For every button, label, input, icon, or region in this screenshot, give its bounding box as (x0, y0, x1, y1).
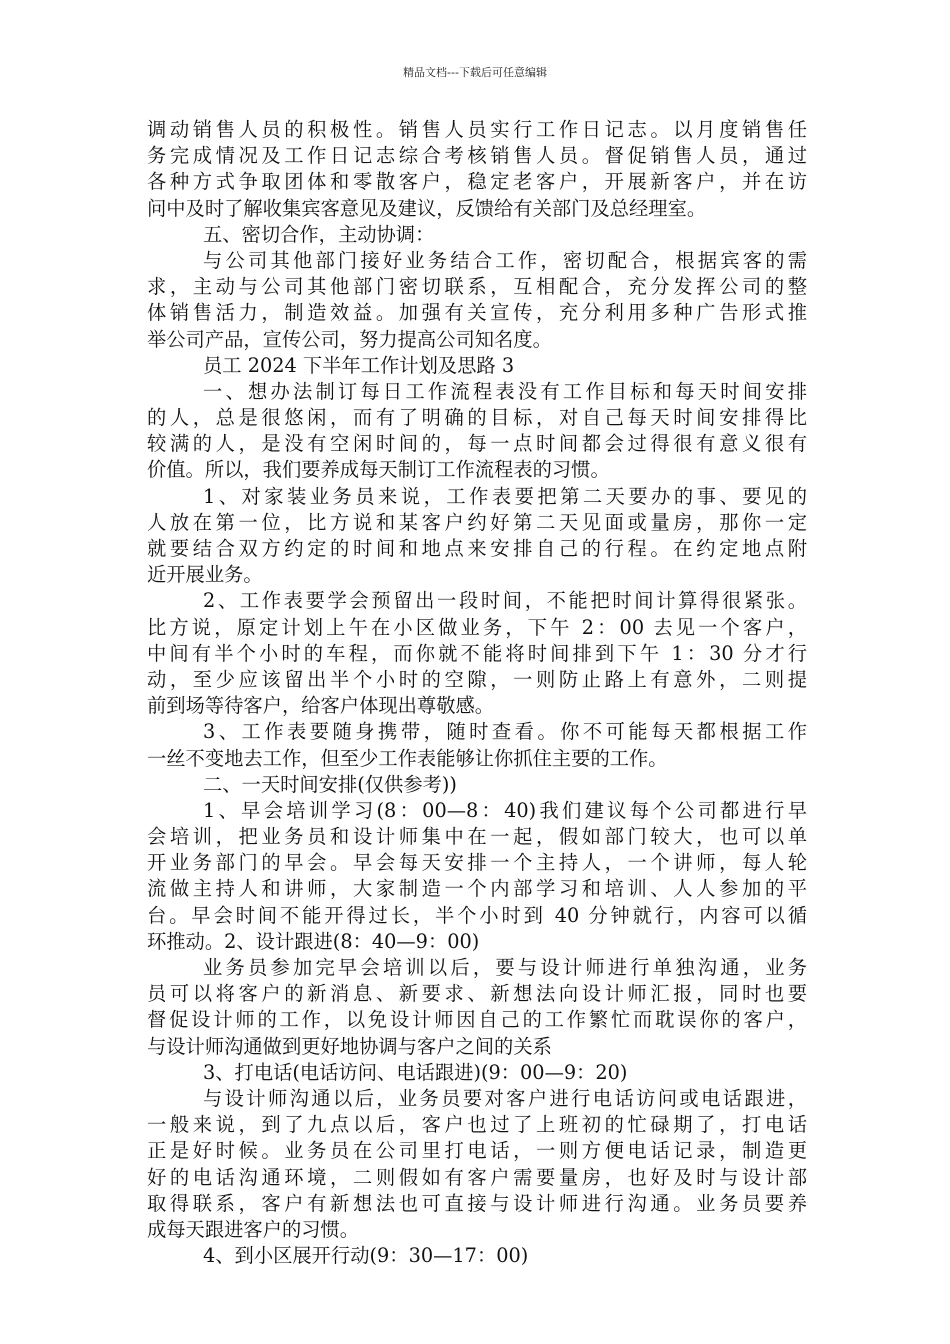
text-line: 环推动。2、设计跟进(8：40—9：00) (147, 929, 480, 953)
text-line: 中间有半个小时的车程，而你就不能将时间排到下午 1：30 分才行 (147, 641, 807, 665)
text-line: 人放在第一位，比方说和某客户约好第二天见面或量房，那你一定 (147, 510, 807, 534)
text-line: 较满的人，是没有空闲时间的，每一点时间都会过得很有意义很有 (147, 432, 807, 456)
text-line: 业务员参加完早会培训以后，要与设计师进行单独沟通，业务 (203, 956, 807, 979)
text-line: 价值。所以，我们要养成每天制订工作流程表的习惯。 (147, 458, 610, 482)
text-line: 比方说，原定计划上午在小区做业务，下午 2：00 去见一个客户， (147, 615, 807, 639)
text-line: 与公司其他部门接好业务结合工作，密切配合，根据宾客的需 (203, 248, 807, 272)
text-line: 求，主动与公司其他部门密切联系，互相配合，充分发挥公司的整 (147, 275, 807, 299)
text-line: 台。早会时间不能开得过长，半个小时到 40 分钟就行，内容可以循 (147, 903, 807, 927)
text-line: 二、一天时间安排(仅供参考)) (203, 772, 457, 796)
text-line: 一般来说，到了九点以后，客户也过了上班初的忙碌期了，打电话 (147, 1113, 807, 1137)
text-line: 与设计师沟通做到更好地协调与客户之间的关系 (147, 1034, 552, 1058)
text-line: 举公司产品，宣传公司，努力提高公司知名度。 (147, 327, 552, 351)
page-header: 精品文档---下载后可任意编辑 (403, 66, 547, 79)
text-line: 取得联系，客户有新想法也可直接与设计师进行沟通。业务员要养 (147, 1191, 807, 1215)
text-line: 动，至少应该留出半个小时的空隙，一则防止路上有意外，二则提 (147, 667, 807, 691)
text-line: 流做主持人和讲师，大家制造一个内部学习和培训、人人参加的平 (147, 877, 807, 901)
text-line: 与设计师沟通以后，业务员要对客户进行电话访问或电话跟进， (203, 1086, 807, 1110)
text-line: 2、工作表要学会预留出一段时间，不能把时间计算得很紧张。 (203, 589, 807, 613)
text-line: 3、工作表要随身携带，随时查看。你不可能每天都根据工作 (203, 720, 807, 744)
text-line: 五、密切合作，主动协调： (203, 222, 435, 246)
text-line: 体销售活力，制造效益。加强有关宣传，充分利用多种广告形式推 (147, 301, 807, 325)
text-line: 问中及时了解收集宾客意见及建议，反馈给有关部门及总经理室。 (147, 196, 707, 220)
text-line: 近开展业务。 (147, 563, 263, 587)
text-line: 员工 2024 下半年工作计划及思路 3 (203, 353, 515, 377)
text-line: 3、打电话(电话访问、电话跟进)(9：00—9：20) (203, 1060, 628, 1084)
text-line: 就要结合双方约定的时间和地点来安排自己的行程。在约定地点附 (147, 537, 807, 560)
text-line: 一、想办法制订每日工作流程表没有工作目标和每天时间安排 (203, 379, 807, 403)
text-line: 好的电话沟通环境，二则假如有客户需要量房，也好及时与设计部 (147, 1165, 807, 1189)
text-line: 调动销售人员的积极性。销售人员实行工作日记志。以月度销售任 (147, 118, 807, 141)
document-body (147, 117, 807, 1269)
text-line: 1、对家装业务员来说，工作表要把第二天要办的事、要见的 (203, 484, 807, 508)
text-line: 督促设计师的工作，以免设计师因自己的工作繁忙而耽误你的客户， (147, 1008, 807, 1032)
text-line: 务完成情况及工作日记志综合考核销售人员。督促销售人员，通过 (147, 144, 807, 168)
text-line: 成每天跟进客户的习惯。 (147, 1217, 360, 1241)
text-line: 1、早会培训学习(8：00—8：40)我们建议每个公司都进行早 (203, 798, 807, 822)
text-line: 正是好时候。业务员在公司里打电话，一则方便电话记录，制造更 (147, 1139, 807, 1163)
text-line: 会培训，把业务员和设计师集中在一起，假如部门较大，也可以单 (147, 825, 807, 849)
text-line: 各种方式争取团体和零散客户，稳定老客户，开展新客户，并在访 (147, 170, 807, 194)
text-line: 4、到小区展开行动(9：30—17：00) (203, 1244, 529, 1268)
text-line: 的人，总是很悠闲，而有了明确的目标，对自己每天时间安排得比 (147, 406, 807, 430)
text-line: 开业务部门的早会。早会每天安排一个主持人，一个讲师，每人轮 (147, 851, 807, 875)
text-line: 一丝不变地去工作，但至少工作表能够让你抓住主要的工作。 (147, 746, 668, 770)
text-line: 员可以将客户的新消息、新要求、新想法向设计师汇报，同时也要 (147, 982, 807, 1006)
text-line: 前到场等待客户，给客户体现出尊敬感。 (147, 694, 495, 718)
